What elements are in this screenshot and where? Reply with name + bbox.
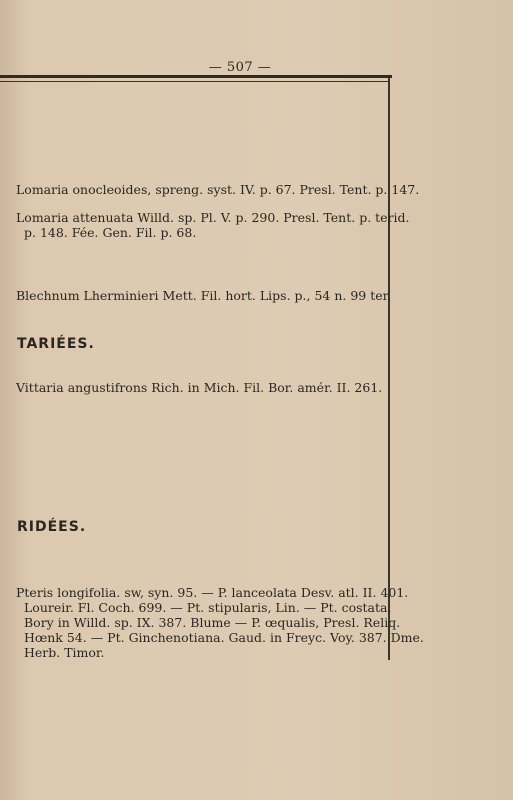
right-rule [388, 78, 390, 660]
section-heading-ridees: RIDÉES. [17, 519, 87, 535]
entry-text-continued: p. 148. Fée. Gen. Fil. p. 68. [24, 225, 197, 240]
entry-vittaria-angustifrons [16, 380, 381, 395]
entry-text: Lomaria onocleoides, spreng. syst. IV. p. 67. Presl. Tent. p. 147. [16, 182, 420, 197]
entry-text: Vittaria angustifrons Rich. in Mich. Fil. Bor. amér. II. 261. [16, 380, 383, 395]
entry-text-continued: Bory in Willd. sp. IX. 387. Blume — P. œqualis, Presl. Reliq. [24, 615, 401, 630]
entry-text-continued: Herb. Timor. [24, 645, 105, 660]
section-heading-tariees: TARIÉES. [17, 336, 95, 352]
entry-text-continued: Hœnk 54. — Pt. Ginchenotiana. Gaud. in Freyc. Voy. 387. Dme. [24, 630, 424, 645]
top-rule [0, 75, 392, 78]
entry-text-continued: Loureir. Fl. Coch. 699. — Pt. stipularis, Lin. — Pt. costata, [24, 600, 392, 615]
entry-text: Blechnum Lherminieri Mett. Fil. hort. Lips. p., 54 n. 99 ter. [16, 288, 392, 303]
page-number: — 507 — [208, 60, 272, 75]
entry-text: Lomaria attenuata Willd. sp. Pl. V. p. 290. Presl. Tent. p. terid. [16, 210, 410, 225]
entry-lomaria-attenuata [16, 210, 410, 240]
entry-text: Pteris longifolia. sw, syn. 95. — P. lanceolata Desv. atl. II. 401. [16, 585, 409, 600]
entry-pteris-longifolia [16, 585, 424, 660]
entry-blechnum-lherminieri [16, 288, 392, 303]
entry-lomaria-onocleoides [16, 182, 420, 197]
top-rule-thin [0, 81, 388, 82]
